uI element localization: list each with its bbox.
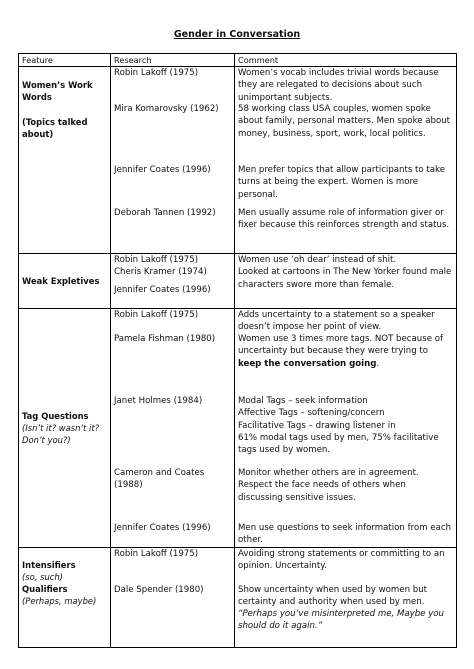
gender-table — [18, 53, 457, 648]
comment-text: Women use 3 times more tags. NOT because of uncertainty but because they were trying to — [238, 334, 444, 357]
feature-cell-intensifiers — [19, 547, 111, 647]
header-research: Research — [111, 54, 235, 67]
comment — [238, 467, 453, 522]
comment: Men use questions to seek information from each other. — [238, 523, 452, 546]
researcher: Robin Lakoff (1975) — [114, 548, 199, 559]
feature-label: Women’s Work Words — [22, 80, 93, 103]
research-cell — [111, 547, 235, 647]
comment: Avoiding strong statements or committing to an opinion. Uncertainty. — [238, 548, 445, 571]
comment-quote: “Perhaps you’ve misinterpreted me, Maybe you should do it again.” — [238, 609, 444, 632]
researcher: Jennifer Coates (1996) — [114, 165, 211, 176]
comment-cell — [235, 254, 457, 309]
header-feature: Feature — [19, 54, 111, 67]
header-comment: Comment — [235, 54, 457, 67]
table-row — [19, 67, 457, 254]
comment-line: Facilitative Tags – drawing listener in — [238, 420, 396, 431]
feature-cell-weak-expletives: Weak Expletives — [19, 254, 111, 309]
comment: Women’s vocab includes trivial words because they are relegated to decisions about such unimportant subjects. — [238, 68, 439, 103]
comment-emphasis: keep the conversation going — [238, 358, 377, 369]
page-title: Gender in Conversation — [173, 29, 301, 40]
comment: Men usually assume role of information giver or fixer because this reinforces strength and status. — [238, 208, 450, 231]
researcher: Dale Spender (1980) — [114, 584, 204, 595]
comment-cell — [235, 309, 457, 547]
feature-sublabel: (Isn’t it? wasn’t it? Don’t you?) — [22, 422, 100, 445]
researcher: Robin Lakoff (1975) — [114, 255, 199, 266]
comment: Men prefer topics that allow participants to take turns at being the expert. Women is more personal. — [238, 165, 446, 200]
comment — [238, 395, 453, 467]
feature-cell-tag-questions — [19, 309, 111, 547]
researcher: Pamela Fishman (1980) — [114, 334, 216, 345]
researcher: Jennifer Coates (1996) — [114, 523, 211, 534]
researcher: Cheris Kramer (1974) — [114, 267, 207, 278]
researcher: Cameron and Coates (1988) — [114, 468, 205, 491]
comment-line: 61% modal tags used by men, 75% facilitative tags used by women. — [238, 432, 439, 456]
header-row — [19, 54, 457, 67]
researcher: Mira Komarovsky (1962) — [114, 104, 219, 115]
table-row — [19, 547, 457, 647]
feature-label: Qualifiers — [22, 584, 68, 595]
comment-cell — [235, 67, 457, 254]
researcher: Deborah Tannen (1992) — [114, 208, 216, 219]
research-cell — [111, 309, 235, 547]
comment: Looked at cartoons in The New Yorker found male characters swore more than female. — [238, 267, 452, 290]
researcher: Robin Lakoff (1975) — [114, 310, 199, 321]
feature-sublabel: (so, such) — [22, 571, 63, 582]
comment-text: . — [376, 358, 380, 369]
comment — [238, 333, 453, 395]
researcher: Jennifer Coates (1996) — [114, 285, 211, 296]
comment-cell — [235, 547, 457, 647]
feature-cell-work-words — [19, 67, 111, 254]
researcher: Robin Lakoff (1975) — [114, 68, 199, 79]
comment-line: Affective Tags – softening/concern — [238, 408, 385, 419]
comment: 58 working class USA couples, women spoke about family, personal matters. Men spoke about money, business, sport, work, local politics. — [238, 104, 451, 139]
comment: Adds uncertainty to a statement so a speaker doesn’t impose her point of view. — [238, 310, 435, 333]
comment: Women use ‘oh dear’ instead of shit. — [238, 255, 397, 266]
feature-sublabel: (Topics talked about) — [22, 116, 88, 139]
comment: Show uncertainty when used by women but certainty and authority when used by men. — [238, 584, 428, 607]
researcher: Janet Holmes (1984) — [114, 396, 203, 407]
feature-sublabel: (Perhaps, maybe) — [22, 596, 97, 607]
comment-line: Modal Tags – seek information — [238, 396, 368, 407]
comment-line: Monitor whether others are in agreement. — [238, 468, 419, 479]
research-cell — [111, 254, 235, 309]
feature-label: Tag Questions — [22, 410, 89, 421]
comment-line: Respect the face needs of others when discussing sensitive issues. — [238, 480, 406, 503]
table-row — [19, 254, 457, 309]
research-cell — [111, 67, 235, 254]
table-row — [19, 309, 457, 547]
feature-label: Intensifiers — [22, 559, 76, 570]
